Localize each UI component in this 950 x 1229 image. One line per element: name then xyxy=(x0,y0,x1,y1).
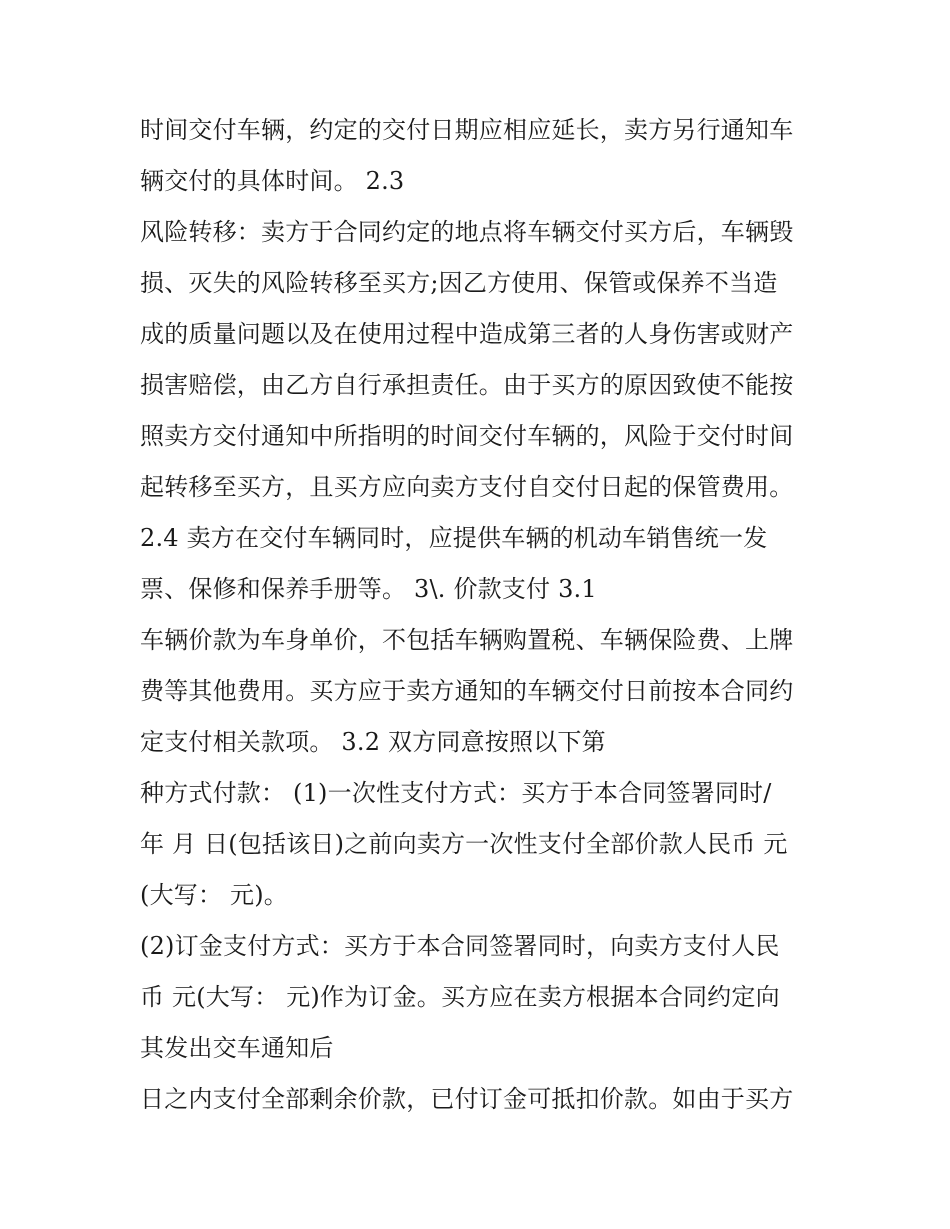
text-line: 年 月 日(包括该日)之前向卖方一次性支付全部价款人民币 元 xyxy=(140,830,788,858)
text-line: 票、保修和保养手册等。 3\. 价款支付 3.1 xyxy=(140,575,597,603)
text-line: 风险转移：卖方于合同约定的地点将车辆交付买方后，车辆毁 xyxy=(140,218,794,246)
text-line: (2)订金支付方式：买方于本合同签署同时，向卖方支付人民 xyxy=(140,932,780,960)
text-line: 费等其他费用。买方应于卖方通知的车辆交付日前按本合同约 xyxy=(140,677,794,705)
contract-text xyxy=(140,105,820,1125)
text-line: 损、灭失的风险转移至买方;因乙方使用、保管或保养不当造 xyxy=(140,269,778,297)
text-line: 成的质量问题以及在使用过程中造成第三者的人身伤害或财产 xyxy=(140,320,794,348)
text-line: (大写： 元)。 xyxy=(140,881,288,909)
text-line: 起转移至买方，且买方应向卖方支付自交付日起的保管费用。 xyxy=(140,473,794,501)
text-line: 日之内支付全部剩余价款，已付订金可抵扣价款。如由于买方 xyxy=(140,1085,794,1113)
text-line: 车辆价款为车身单价，不包括车辆购置税、车辆保险费、上牌 xyxy=(140,626,794,654)
text-line: 其发出交车通知后 xyxy=(140,1034,334,1062)
text-line: 种方式付款： (1)一次性支付方式：买方于本合同签署同时/ xyxy=(140,779,772,807)
text-line: 时间交付车辆，约定的交付日期应相应延长，卖方另行通知车 xyxy=(140,116,794,144)
text-line: 定支付相关款项。 3.2 双方同意按照以下第 xyxy=(140,728,606,756)
text-line: 2.4 卖方在交付车辆同时，应提供车辆的机动车销售统一发 xyxy=(140,524,768,552)
text-line: 照卖方交付通知中所指明的时间交付车辆的，风险于交付时间 xyxy=(140,422,794,450)
text-line: 币 元(大写： 元)作为订金。买方应在卖方根据本合同约定向 xyxy=(140,983,780,1011)
text-line: 损害赔偿，由乙方自行承担责任。由于买方的原因致使不能按 xyxy=(140,371,794,399)
text-line: 辆交付的具体时间。 2.3 xyxy=(140,167,405,195)
